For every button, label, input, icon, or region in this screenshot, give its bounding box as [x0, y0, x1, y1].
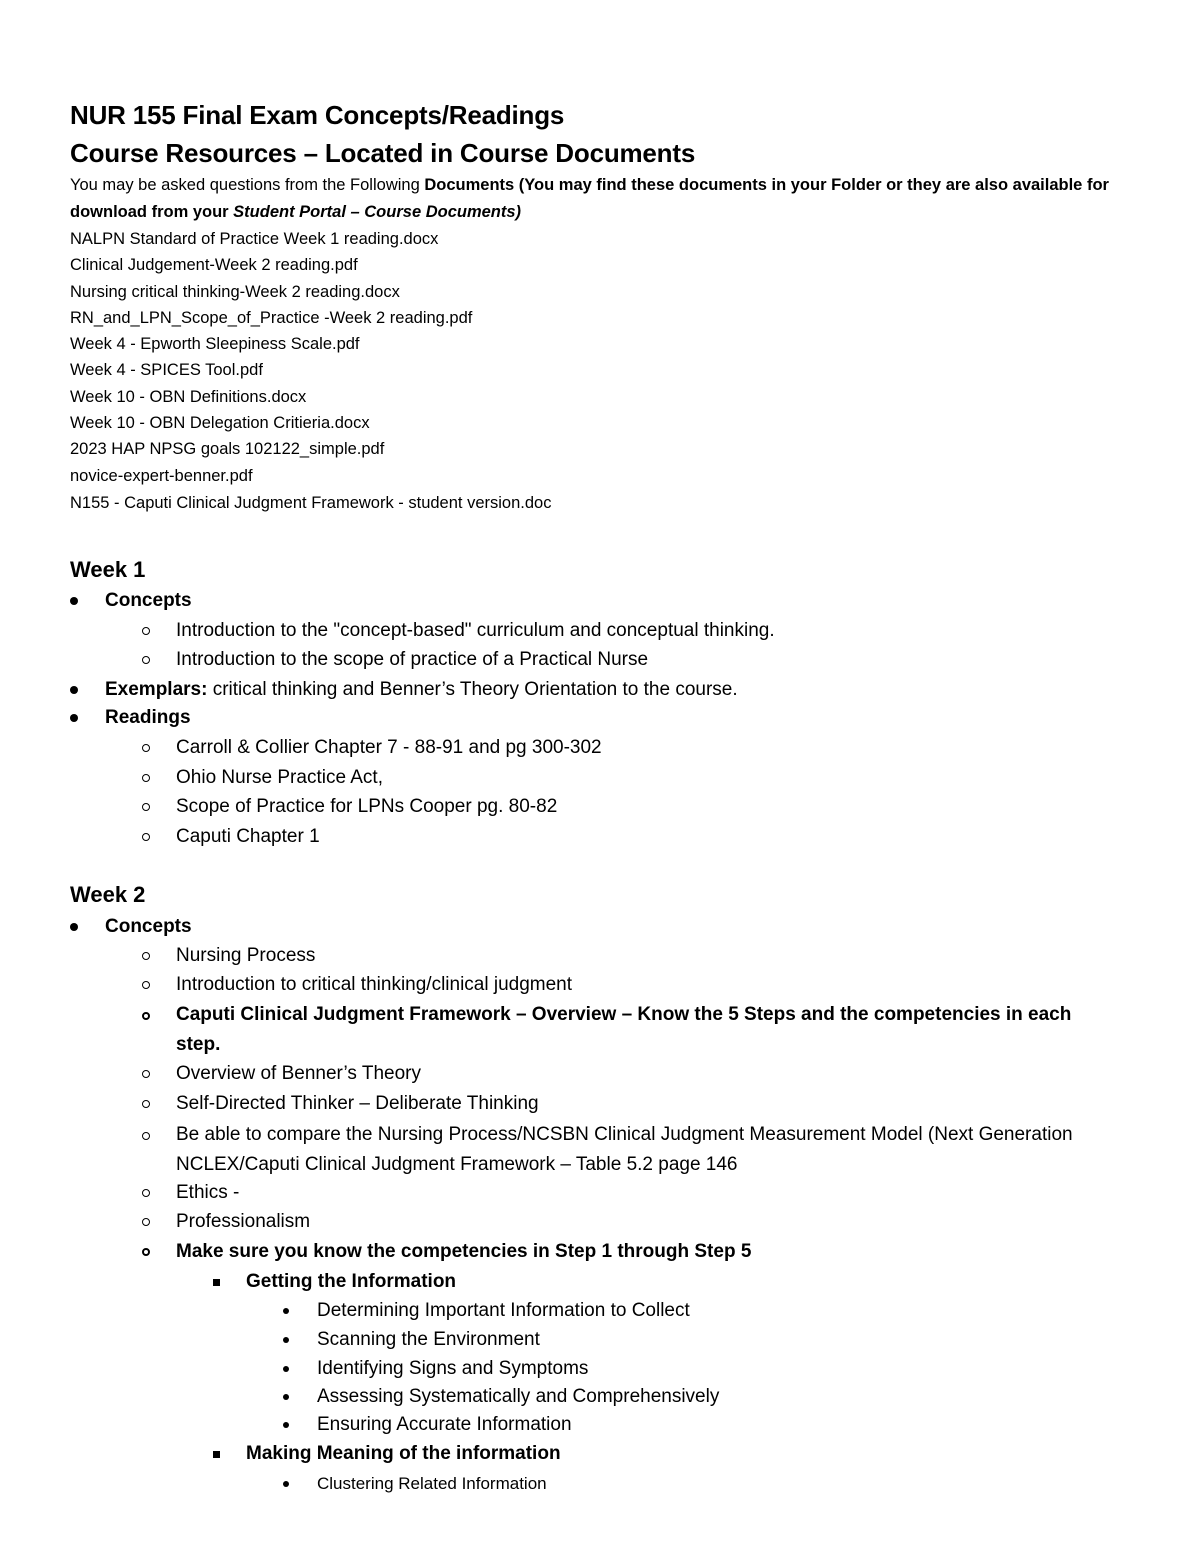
- document-item: novice-expert-benner.pdf: [70, 467, 253, 485]
- circle-bullet-icon: [142, 656, 150, 664]
- week-2-concept: [176, 1092, 539, 1116]
- document-item: RN_and_LPN_Scope_of_Practice -Week 2 reading.pdf: [70, 309, 473, 327]
- concept-text: Introduction to critical thinking/clinical judgment: [176, 974, 573, 995]
- week-2-concept: [176, 1240, 751, 1264]
- concept-text: Nursing Process: [176, 945, 316, 966]
- competency-item: [317, 1328, 540, 1352]
- week-1-concept: [176, 619, 775, 643]
- week-1-concept: [176, 648, 648, 672]
- document-item: 2023 HAP NPSG goals 102122_simple.pdf: [70, 440, 385, 458]
- square-bullet-icon: [213, 1279, 220, 1286]
- document-item: NALPN Standard of Practice Week 1 reading.docx: [70, 230, 439, 248]
- dot-bullet-icon: [283, 1422, 289, 1428]
- circle-bullet-icon: [142, 1189, 150, 1197]
- week-2-concept: [176, 1000, 1106, 1059]
- week-2-concept: [176, 973, 572, 997]
- week-1-exemplars-item: [105, 678, 738, 702]
- dot-bullet-icon: [283, 1366, 289, 1372]
- dot-bullet-icon: [283, 1481, 289, 1487]
- step-label: Getting the Information: [246, 1271, 457, 1292]
- circle-bullet-icon: [142, 744, 150, 752]
- concept-text: Professionalism: [176, 1211, 311, 1232]
- reading-text: Carroll & Collier Chapter 7 - 88-91 and pg 300-302: [176, 737, 602, 758]
- concept-text: Caputi Clinical Judgment Framework – Overview – Know the 5 Steps and the competencies in each step.: [176, 1004, 1072, 1055]
- circle-bullet-icon: [142, 1248, 150, 1256]
- week-1-reading: [176, 766, 383, 790]
- document-item: N155 - Caputi Clinical Judgment Framework - student version.doc: [70, 494, 552, 512]
- competency-text: Ensuring Accurate Information: [317, 1414, 572, 1435]
- page-subtitle: Course Resources – Located in Course Documents: [70, 138, 696, 168]
- circle-bullet-icon: [142, 833, 150, 841]
- concepts-label: Concepts: [105, 916, 192, 937]
- dot-bullet-icon: [283, 1308, 289, 1314]
- reading-text: Caputi Chapter 1: [176, 826, 320, 847]
- competency-text: Identifying Signs and Symptoms: [317, 1358, 589, 1379]
- competency-item: [317, 1413, 572, 1437]
- document-item: Week 4 - SPICES Tool.pdf: [70, 361, 263, 379]
- week-2-concept: [176, 1062, 421, 1086]
- week-2-concept: [176, 1210, 310, 1234]
- document-item: Week 10 - OBN Delegation Critieria.docx: [70, 414, 370, 432]
- document-item: Nursing critical thinking-Week 2 reading.docx: [70, 283, 400, 301]
- competency-text: Determining Important Information to Collect: [317, 1300, 690, 1321]
- competency-item: [317, 1385, 719, 1409]
- week-2-concepts-item: [105, 915, 192, 939]
- competency-text: Assessing Systematically and Comprehensively: [317, 1386, 720, 1407]
- concept-text: Introduction to the "concept-based" curriculum and conceptual thinking.: [176, 620, 775, 641]
- competency-text: Scanning the Environment: [317, 1329, 540, 1350]
- circle-bullet-icon: [142, 774, 150, 782]
- document-item: Clinical Judgement-Week 2 reading.pdf: [70, 256, 358, 274]
- circle-bullet-icon: [142, 1218, 150, 1226]
- concept-text: Self-Directed Thinker – Deliberate Thinking: [176, 1093, 539, 1114]
- circle-bullet-icon: [142, 803, 150, 811]
- page-title: NUR 155 Final Exam Concepts/Readings: [70, 100, 565, 130]
- step-label: Making Meaning of the information: [246, 1443, 561, 1464]
- week-1-heading: Week 1: [70, 557, 146, 582]
- bullet-icon: [70, 686, 78, 694]
- bullet-icon: [70, 597, 78, 605]
- circle-bullet-icon: [142, 981, 150, 989]
- week-1-reading: [176, 795, 557, 819]
- week-1-readings-item: [105, 706, 191, 730]
- concept-text: Overview of Benner’s Theory: [176, 1063, 422, 1084]
- circle-bullet-icon: [142, 627, 150, 635]
- circle-bullet-icon: [142, 1012, 150, 1020]
- document-item: Week 10 - OBN Definitions.docx: [70, 388, 307, 406]
- reading-text: Ohio Nurse Practice Act,: [176, 767, 383, 788]
- week-2-concept: [176, 1120, 1106, 1179]
- step-2-item: [246, 1442, 561, 1466]
- square-bullet-icon: [213, 1451, 220, 1458]
- intro-text: You may be asked questions from the Following: [70, 176, 425, 194]
- exemplars-label: Exemplars:: [105, 679, 208, 700]
- document-item: Week 4 - Epworth Sleepiness Scale.pdf: [70, 335, 360, 353]
- concepts-label: Concepts: [105, 590, 192, 611]
- concept-text: Be able to compare the Nursing Process/NCSBN Clinical Judgment Measurement Model (Next Generation NCLEX/Caputi Clinical Judgment Framework – Table 5.2 page 146: [176, 1124, 1073, 1175]
- concept-text: Make sure you know the competencies in Step 1 through Step 5: [176, 1241, 752, 1262]
- competency-item: [317, 1472, 547, 1496]
- week-2-concept: [176, 944, 315, 968]
- concept-text: Introduction to the scope of practice of a Practical Nurse: [176, 649, 649, 670]
- circle-bullet-icon: [142, 1070, 150, 1078]
- circle-bullet-icon: [142, 1100, 150, 1108]
- readings-label: Readings: [105, 707, 191, 728]
- exemplars-text: critical thinking and Benner’s Theory Orientation to the course.: [207, 679, 738, 700]
- week-2-heading: Week 2: [70, 882, 146, 907]
- circle-bullet-icon: [142, 952, 150, 960]
- step-1-item: [246, 1270, 456, 1294]
- intro-portal-text: Student Portal – Course Documents): [233, 202, 522, 221]
- week-1-reading: [176, 736, 602, 760]
- competency-item: [317, 1357, 588, 1381]
- week-1-reading: [176, 825, 320, 849]
- dot-bullet-icon: [283, 1394, 289, 1400]
- concept-text: Ethics -: [176, 1182, 240, 1203]
- dot-bullet-icon: [283, 1337, 289, 1343]
- reading-text: Scope of Practice for LPNs Cooper pg. 80-82: [176, 796, 558, 817]
- intro-bold-text: Documents (You may find these documents in your Folder or they are also available for download from your: [70, 176, 1109, 221]
- bullet-icon: [70, 714, 78, 722]
- week-2-concept: [176, 1181, 239, 1205]
- circle-bullet-icon: [142, 1132, 150, 1140]
- intro-paragraph: [70, 172, 1140, 225]
- bullet-icon: [70, 923, 78, 931]
- competency-item: [317, 1299, 690, 1323]
- week-1-concepts-item: [105, 589, 192, 613]
- competency-text: Clustering Related Information: [317, 1474, 547, 1493]
